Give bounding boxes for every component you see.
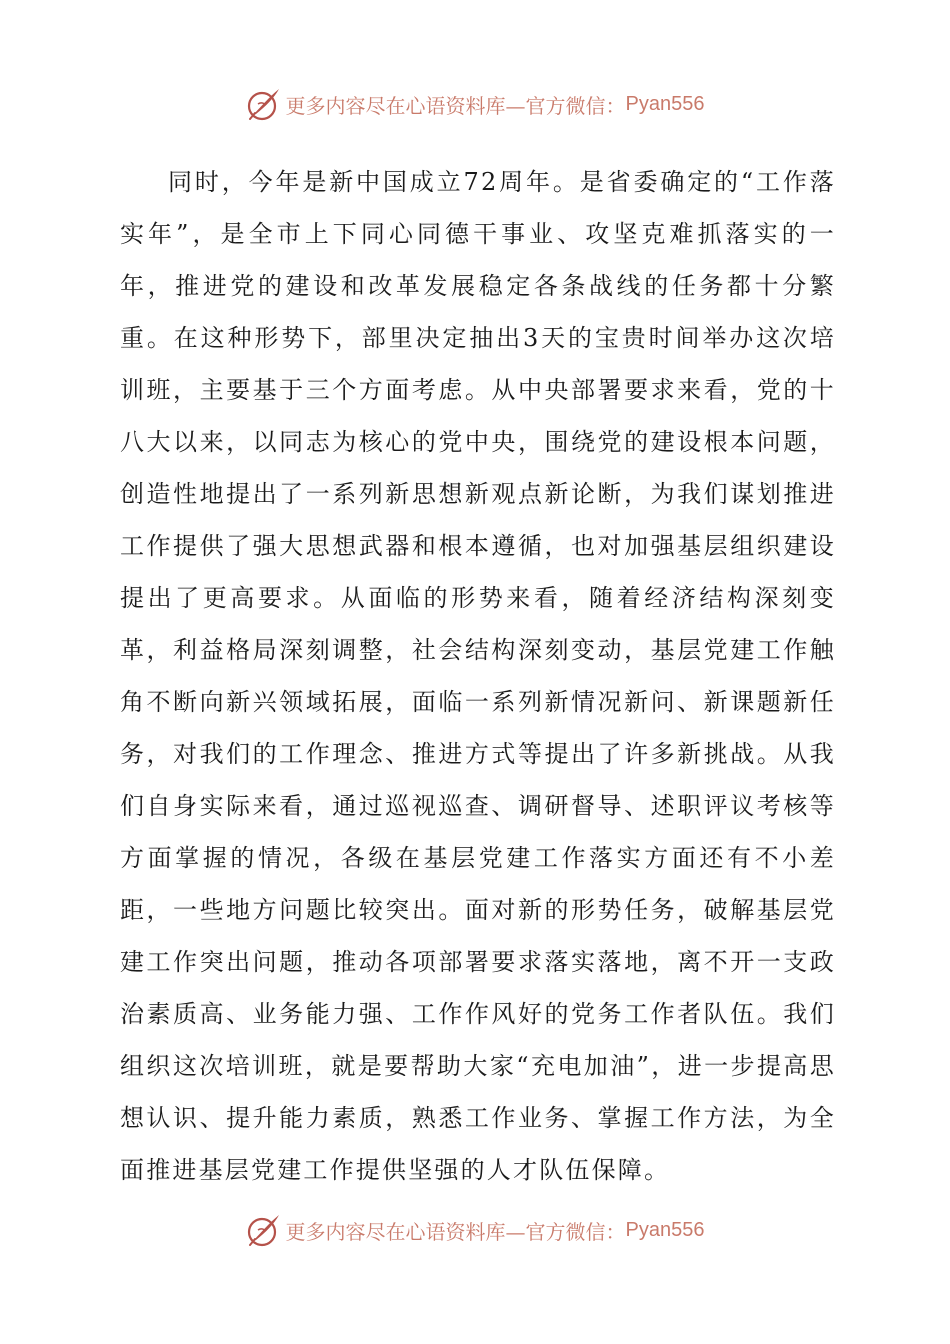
wechat-handle: Pyan556 [625, 92, 705, 115]
body-paragraph: 同时，今年是新中国成立72周年。是省委确定的“工作落实年”，是全市上下同心同德干事业、攻坚克难抓落实的一年，推进党的建设和改革发展稳定各条战线的任务都十分繁重。在这种形势下，部里决定抽出3天的宝贵时间举办这次培训班，主要基于三个方面考虑。从中央部署要求来看，党的十八大以来，以同志为核心的党中央，围绕党的建设根本问题，创造性地提出了一系列新思想新观点新论断，为我们谋划推进工作提供了强大思想武器和根本遵循，也对加强基层组织建设提出了更高要求。从面临的形势来看，随着经济结构深刻变革，利益格局深刻调整，社会结构深刻变动，基层党建工作触角不断向新兴领域拓展，面临一系列新情况新问、新课题新任务，对我们的工作理念、推进方式等提出了许多新挑战。从我们自身实际来看，通过巡视巡查、调研督导、述职评议考核等方面掌握的情况，各级在基层党建工作落实方面还有不小差距，一些地方问题比较突出。面对新的形势任务，破解基层党建工作突出问题，推动各项部署要求落实落地，离不开一支政治素质高、业务能力强、工作作风好的党务工作者队伍。我们组织这次培训班，就是要帮助大家“充电加油”，进一步提高思想认识、提升能力素质，熟悉工作业务、掌握工作方法，为全面推进基层党建工作提供坚强的人才队伍保障。 [120, 168, 836, 1184]
banner-text: 更多内容尽在心语资料库—官方微信： [285, 1219, 626, 1244]
quill-pen-icon [246, 86, 282, 122]
quill-pen-icon [246, 1212, 282, 1248]
footer-banner [0, 1210, 950, 1250]
wechat-handle: Pyan556 [625, 1218, 705, 1241]
banner-text: 更多内容尽在心语资料库—官方微信： [285, 93, 626, 118]
header-banner [0, 84, 950, 124]
